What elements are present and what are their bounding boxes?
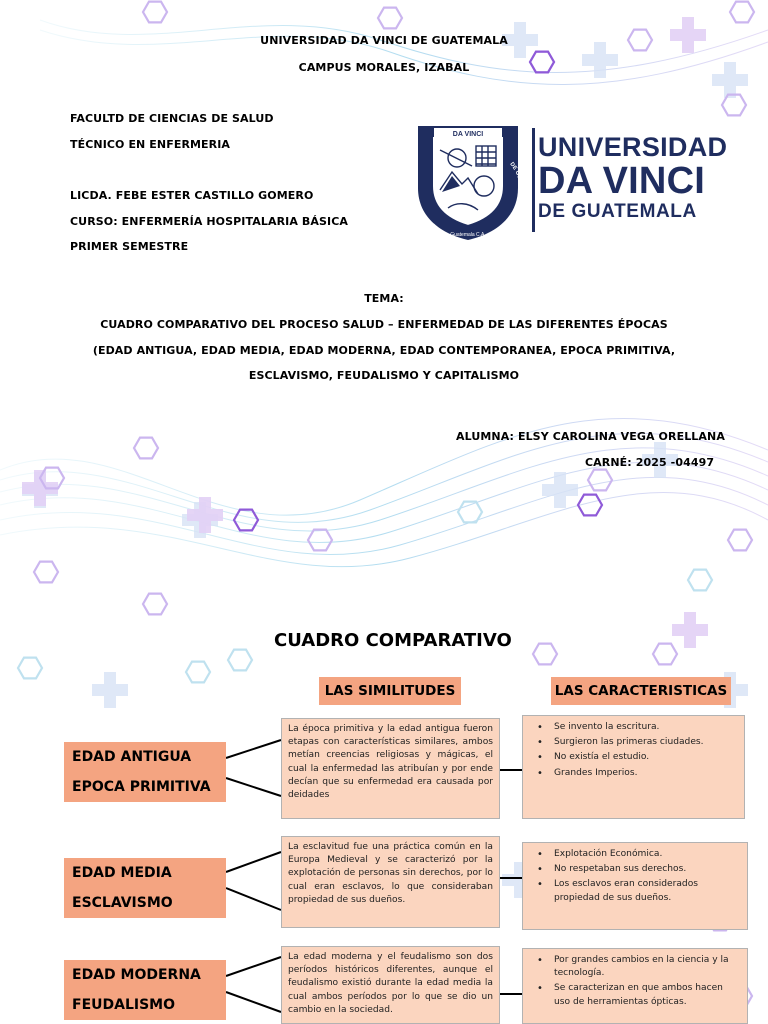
caracteristica-item: • No respetaban sus derechos. (537, 863, 739, 876)
comparative-title: CUADRO COMPARATIVO (274, 630, 512, 651)
era-label-row-3-a: EDAD MODERNA (64, 960, 226, 990)
course-name: CURSO: ENFERMERÍA HOSPITALARIA BÁSICA (70, 215, 348, 228)
connector-row-3 (226, 957, 281, 1012)
caracteristica-item: • Grandes Imperios. (537, 767, 736, 780)
comparative-chart-page (0, 592, 768, 1024)
student-carne: CARNÉ: 2025 -04497 (585, 456, 715, 469)
semester-label: PRIMER SEMESTRE (70, 240, 189, 253)
seal-top-text: DA VINCI (452, 131, 484, 138)
tema-line-2: (EDAD ANTIGUA, EDAD MEDIA, EDAD MODERNA, EDAD CONTEMPORANEA, EPOCA PRIMITIVA, (92, 344, 676, 357)
caracteristica-item: • No existía el estudio. (537, 751, 736, 764)
header-similitudes: LAS SIMILITUDES (319, 677, 461, 705)
caracteristica-item: • Explotación Económica. (537, 848, 739, 861)
program-name: TÉCNICO EN ENFERMERIA (70, 138, 231, 151)
university-logo (412, 120, 728, 242)
similitud-box-row-1: La época primitiva y la edad antigua fueron etapas con características similares, ambos metían creencias religiosas y mágicas, el cual la enfermedad las atribuían y por ende decían que su enfermedad era causada por deidades (281, 718, 500, 819)
caracteristicas-box-row-3 (522, 948, 748, 1024)
era-label-row-3-b: FEUDALISMO (64, 990, 226, 1020)
caracteristicas-box-row-1 (522, 715, 745, 819)
seal-bottom-text: Guatemala C.A. (450, 232, 486, 238)
connector-row-2 (226, 852, 281, 910)
caracteristica-item: • Se caracterizan en que ambos hacen uso de herramientas ópticas. (537, 982, 739, 1008)
campus-name: CAMPUS MORALES, IZABAL (298, 61, 470, 74)
tema-line-1: CUADRO COMPARATIVO DEL PROCESO SALUD – ENFERMEDAD DE LAS DIFERENTES ÉPOCAS (100, 318, 668, 331)
university-seal-icon (412, 120, 524, 242)
university-name: UNIVERSIDAD DA VINCI DE GUATEMALA (260, 34, 508, 47)
caracteristicas-box-row-2 (522, 842, 748, 930)
era-label-row-2-b: ESCLAVISMO (64, 888, 226, 918)
logo-line-1: UNIVERSIDAD (538, 132, 728, 162)
logo-line-3: DE GUATEMALA (538, 201, 697, 222)
era-label-row-2-a: EDAD MEDIA (64, 858, 226, 888)
similitud-box-row-3: La edad moderna y el feudalismo son dos períodos históricos diferentes, aunque el feudalismo existió durante la edad media la cual ambos períodos por lo que se dio un cambio en la sociedad. (281, 946, 500, 1024)
logo-wordmark (538, 134, 727, 221)
seal-right-text: DE GUATEMALA (508, 161, 524, 208)
caracteristica-item: • Por grandes cambios en la ciencia y la tecnología. (537, 954, 739, 980)
header-caracteristicas: LAS CARACTERISTICAS (551, 677, 731, 705)
similitud-box-row-2: La esclavitud fue una práctica común en la Europa Medieval y se caracterizó por la explotación de personas sin derechos, por lo cual eran esclavos, lo que consideraban propiedad de sus dueños. (281, 836, 500, 928)
era-label-row-1-b: EPOCA PRIMITIVA (64, 772, 226, 802)
caracteristica-item: • Los esclavos eran considerados propiedad de sus dueños. (537, 878, 739, 904)
tema-line-3: ESCLAVISMO, FEUDALISMO Y CAPITALISMO (248, 369, 520, 382)
caracteristica-item: • Se invento la escritura. (537, 721, 736, 734)
era-label-row-1-a: EDAD ANTIGUA (64, 742, 226, 772)
caracteristica-item: • Surgieron las primeras ciudades. (537, 736, 736, 749)
logo-divider (532, 128, 535, 232)
logo-line-2: DA VINCI (538, 160, 705, 202)
seal-left-text: UNIVERSIDAD (412, 193, 438, 229)
tema-label: TEMA: (364, 292, 404, 305)
student-name: ALUMNA: ELSY CAROLINA VEGA ORELLANA (456, 430, 725, 443)
connector-row-1 (226, 740, 281, 796)
teacher-name: LICDA. FEBE ESTER CASTILLO GOMERO (70, 189, 314, 202)
faculty-name: FACULTD DE CIENCIAS DE SALUD (70, 112, 274, 125)
